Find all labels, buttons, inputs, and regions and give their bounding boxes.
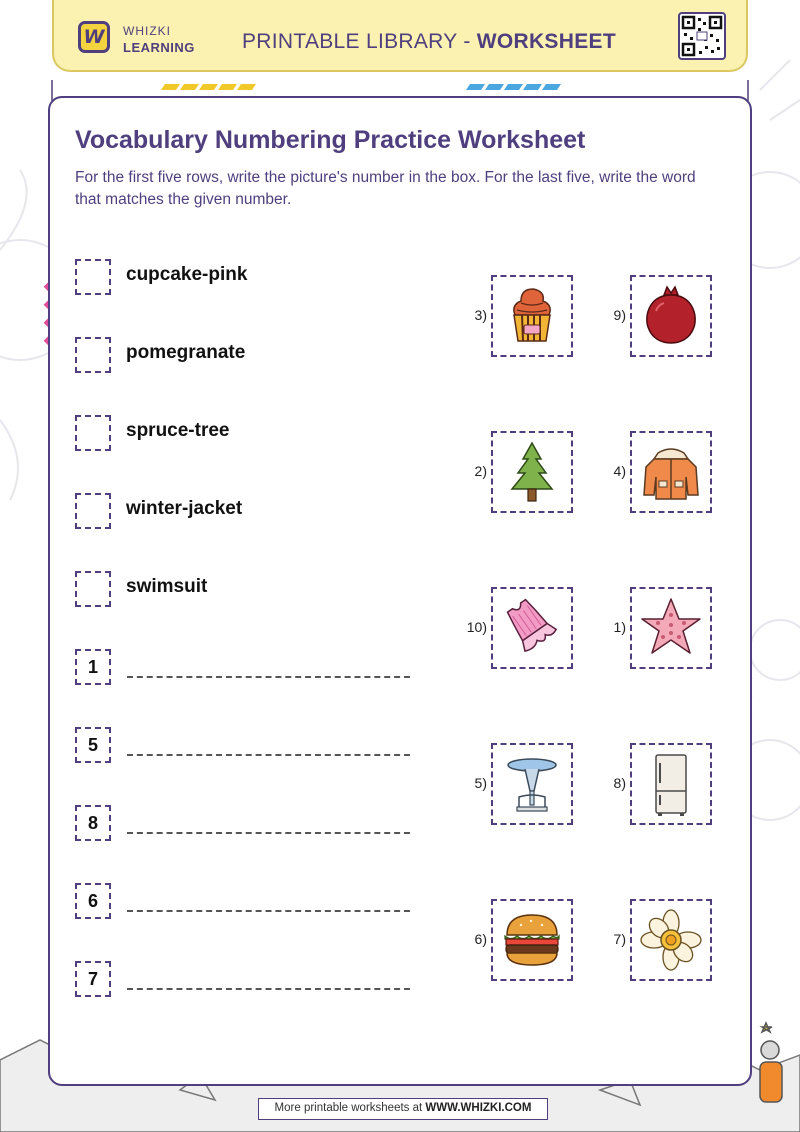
picture-card [466, 587, 573, 669]
picture-card [613, 431, 712, 513]
header-title-prefix: PRINTABLE LIBRARY - [242, 30, 477, 53]
daffodil-icon [636, 905, 706, 975]
answer-line[interactable] [127, 988, 410, 990]
qr-code-icon[interactable] [678, 12, 726, 60]
answer-box[interactable] [75, 337, 111, 373]
picture-number: 10) [466, 619, 487, 635]
vocab-word: pomegranate [126, 342, 246, 363]
answer-box[interactable] [75, 415, 111, 451]
answer-box[interactable] [75, 493, 111, 529]
footer-site: WWW.WHIZKI.COM [425, 1102, 532, 1114]
given-number: 5 [75, 727, 111, 763]
picture-card [613, 587, 712, 669]
vocab-word: cupcake-pink [126, 264, 248, 285]
picture-number: 1) [613, 619, 626, 635]
footer-link[interactable] [258, 1098, 548, 1120]
picture-number: 5) [474, 775, 487, 791]
table-icon [497, 749, 567, 819]
cupcake-icon [497, 281, 567, 351]
starfish-icon [636, 593, 706, 663]
picture-number: 4) [613, 463, 626, 479]
answer-line[interactable] [127, 910, 410, 912]
pomegranate-icon [636, 281, 706, 351]
picture-card [613, 275, 712, 357]
brand-name-line2: LEARNING [123, 40, 195, 55]
header-title-bold: WORKSHEET [476, 30, 616, 53]
picture-card [613, 899, 712, 981]
picture-card [474, 743, 573, 825]
picture-card [474, 899, 573, 981]
given-number: 6 [75, 883, 111, 919]
spruce-tree-icon [497, 437, 567, 507]
header-banner [52, 0, 748, 72]
picture-number: 8) [613, 775, 626, 791]
given-number: 7 [75, 961, 111, 997]
answer-line[interactable] [127, 676, 410, 678]
given-number: 1 [75, 649, 111, 685]
footer-text: More printable worksheets at [274, 1102, 426, 1114]
brand-name-line1: WHIZKI [123, 24, 171, 38]
answer-box[interactable] [75, 259, 111, 295]
worksheet-title: Vocabulary Numbering Practice Worksheet [75, 126, 586, 154]
swimsuit-icon [497, 593, 567, 663]
vocab-word: swimsuit [126, 576, 208, 597]
given-number: 8 [75, 805, 111, 841]
picture-card [474, 275, 573, 357]
answer-line[interactable] [127, 832, 410, 834]
refrigerator-icon [636, 749, 706, 819]
picture-card [474, 431, 573, 513]
winter-jacket-icon [636, 437, 706, 507]
whizki-logo-icon: W [78, 21, 110, 53]
picture-number: 6) [474, 931, 487, 947]
picture-number: 2) [474, 463, 487, 479]
picture-number: 7) [613, 931, 626, 947]
answer-line[interactable] [127, 754, 410, 756]
vocab-word: winter-jacket [126, 498, 243, 519]
answer-box[interactable] [75, 571, 111, 607]
header-title [242, 30, 616, 54]
vocab-word: spruce-tree [126, 420, 230, 441]
hamburger-icon [497, 905, 567, 975]
picture-number: 9) [613, 307, 626, 323]
picture-card [613, 743, 712, 825]
worksheet-instructions: For the first five rows, write the picture's number in the box. For the last five, write the word that matches the given number. [75, 169, 696, 208]
picture-number: 3) [474, 307, 487, 323]
